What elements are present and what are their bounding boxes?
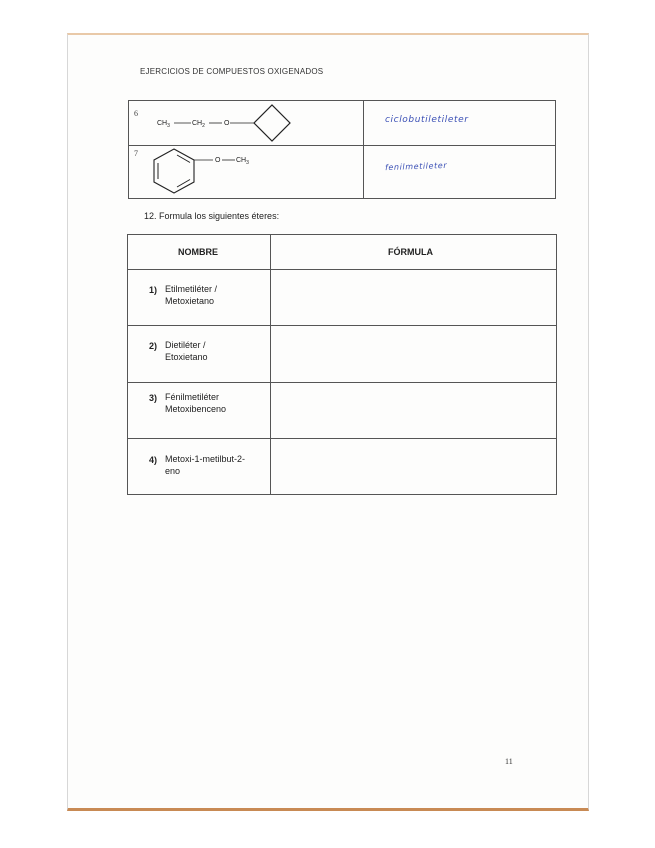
exercise-number: 7: [134, 149, 138, 158]
compound-name: Etilmetiléter / Metoxietano: [165, 284, 218, 306]
compound-name: Metoxi-1-metilbut-2- eno: [165, 454, 246, 476]
exercise-number: 6: [134, 109, 138, 118]
compound-name: Dietiléter / Etoxietano: [165, 340, 208, 362]
ch2-label: $CH_2$: [192, 120, 205, 129]
table-row: [128, 270, 556, 326]
exercise-table: [128, 100, 556, 199]
oxygen-label: O: [224, 120, 230, 127]
row-number: 1): [149, 285, 158, 295]
compound-name: Fénilmetiléter Metoxibenceno: [165, 392, 227, 414]
header-nombre: NOMBRE: [178, 247, 218, 257]
table-row: [128, 326, 556, 383]
ch3-label: $CH_3$: [157, 120, 170, 129]
handwritten-answer: fenilmetileter: [384, 160, 448, 173]
row-number: 2): [149, 341, 158, 351]
exercise-row-6: [129, 101, 555, 146]
row-number: 3): [149, 393, 158, 403]
structure-diagram-cyclobutyl: [129, 101, 363, 145]
exercise-row-7: [129, 145, 555, 198]
handwritten-answer: ciclobutiletileter: [385, 115, 469, 125]
oxygen-label: O: [215, 157, 221, 164]
table-row: [128, 383, 556, 439]
table-header-row: [128, 235, 556, 270]
table-row: [128, 439, 556, 494]
benzene-ring: [154, 149, 194, 193]
structure-diagram-benzene: [129, 145, 363, 198]
page-number: 11: [505, 757, 513, 766]
page-header-title: EJERCICIOS DE COMPUESTOS OXIGENADOS: [140, 67, 324, 76]
cyclobutane-ring: [254, 105, 290, 141]
row-number: 4): [149, 455, 158, 465]
header-formula: FÓRMULA: [388, 247, 433, 257]
ethers-table: [127, 234, 557, 495]
ch3-label: $CH_3$: [236, 157, 249, 166]
question-label: 12. Formula los siguientes éteres:: [144, 211, 280, 221]
